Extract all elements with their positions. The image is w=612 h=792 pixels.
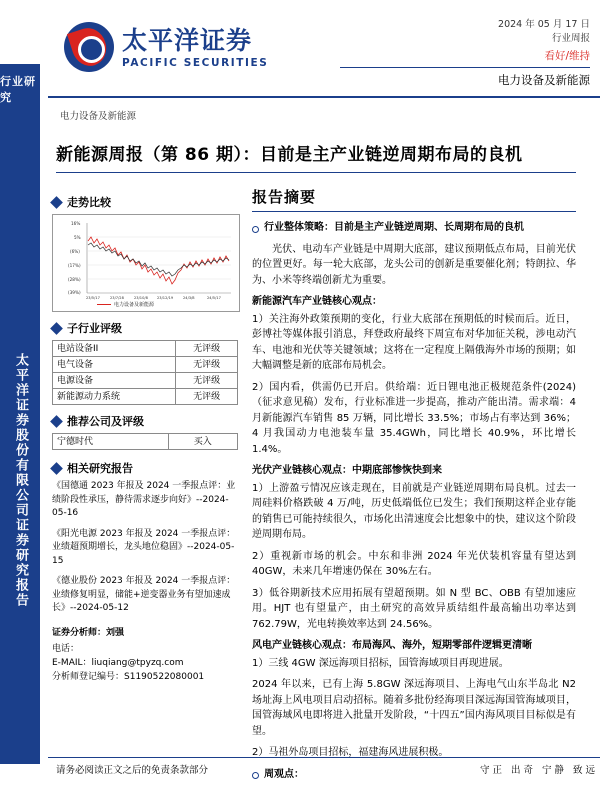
header-meta: [340, 18, 590, 89]
cell-rating: 无评级: [176, 373, 238, 389]
wind-paragraph-2: 2024 年以来，已有上海 5.8GW 深远海项目、上海电气山东半岛北 N2 场址海上风电项目启动招标。随着多批份经海项目深远海国管海域项目，国管海域风电即将进入批量开发阶段，“十四五”国内海风项目目标似是有望。: [252, 679, 576, 737]
svg-text:23/10/8: 23/10/8: [134, 296, 148, 300]
svg-text:24/5/17: 24/5/17: [207, 296, 221, 300]
legend-label: 电力设备及新能源: [114, 302, 155, 308]
header-divider: [340, 67, 590, 68]
logo-text-cn: 太平洋证券: [122, 26, 253, 55]
analyst-cert: 分析师登记编号：S1190522080001: [52, 671, 205, 682]
svg-text:(17%): (17%): [68, 263, 81, 268]
wind-paragraph-3: 2）马祖外岛项目招标，福建海风进展积极。: [252, 747, 449, 758]
pv-paragraph-1: 1）上游盈亏情况应该走现在，目前就是产业链逆周期布局良机。过去一周硅料价格跌破 4 万/吨，历史低端低位已发生；我们预期这样企业存能的销售已可能持续很久，市场化出清速度会比想象中的快，建议这个阶段逆周期布局。: [252, 482, 576, 540]
abstract-title: 报告摘要: [252, 188, 317, 206]
left-column: [52, 186, 242, 684]
svg-text:(28%): (28%): [68, 277, 81, 282]
rating-badge: 看好/维持: [544, 50, 590, 62]
chart-section-header: [52, 194, 242, 210]
sector-label: 电力设备及新能源: [498, 73, 590, 87]
analyst-name: 证券分析师：刘强: [52, 627, 125, 638]
cell-name: 电气设备: [53, 357, 176, 373]
industry-line: 电力设备及新能源: [60, 111, 137, 122]
table-row: [53, 341, 238, 357]
header-rule: [48, 96, 600, 98]
diamond-bullet-icon: [50, 462, 63, 475]
recommend-table: [52, 433, 238, 450]
right-column: [252, 186, 576, 788]
list-item[interactable]: 《阳光电源 2023 年报及 2024 一季报点评：业绩超预期增长，龙头地位稳固》--2024-05-15: [52, 528, 236, 566]
document-header: [48, 12, 600, 96]
svg-text:23/12/19: 23/12/19: [157, 296, 174, 300]
pv-paragraph-2: 2）重视新市场的机会。中东和非洲 2024 年光伏装机容量有望达到 40GW，未来几年增速仍保在 30%左右。: [252, 550, 576, 577]
strategy-paragraph: 光伏、电动车产业链是中周期大底部，建议预期低点布局，目前光伏的位置更好。每一轮大底部，龙头公司的创新是重要催化剂；特朗拉、华为、小米等终端创新尤为重要。: [252, 243, 576, 286]
band-vertical-main: 太平洋证券股份有限公司证券研究报告: [13, 352, 28, 608]
table-row: [53, 389, 238, 405]
report-type: 行业周报: [551, 33, 590, 44]
svg-text:23/7/28: 23/7/28: [110, 296, 124, 300]
legend-swatch-icon: [97, 304, 111, 305]
cell-rating: 无评级: [176, 357, 238, 373]
trend-chart: [52, 214, 240, 312]
related-reports-list: [52, 480, 242, 616]
weekly-view-head: 周观点：: [252, 767, 576, 783]
cell-rating: 买入: [168, 434, 237, 450]
analyst-info: [52, 626, 242, 684]
trend-chart-svg: [53, 215, 239, 311]
svg-text:23/5/17: 23/5/17: [86, 296, 100, 300]
svg-text:(39%): (39%): [68, 290, 81, 295]
pv-section-head: 光伏产业链核心观点：中期底部惨恢快到来: [252, 465, 442, 476]
cell-rating: 无评级: [176, 389, 238, 405]
cell-name: 新能源动力系统: [53, 389, 176, 405]
table-row: [53, 373, 238, 389]
logo-text-en: PACIFIC SECURITIES: [122, 57, 269, 69]
band-tag: 行业研究: [0, 64, 40, 114]
sub-rating-header: [52, 320, 242, 336]
svg-text:16%: 16%: [71, 221, 81, 226]
abstract-rule: [252, 211, 576, 212]
list-item[interactable]: 《国德通 2023 年报及 2024 一季报点评：业绩阶段性承压，静待需求逐步向好》--2024-05-16: [52, 481, 236, 518]
chart-legend: [97, 301, 154, 308]
diamond-bullet-icon: [50, 196, 63, 209]
company-logo: [60, 20, 268, 76]
wind-section-head: 风电产业链核心观点：布局海风、海外，短期零部件逻辑更清晰: [252, 640, 532, 651]
analyst-tel: 电话：: [52, 643, 80, 654]
svg-text:24/3/8: 24/3/8: [183, 296, 195, 300]
footer-disclaimer: 请务必阅读正文之后的免责条款部分: [56, 765, 209, 776]
strategy-bullet: 行业整体策略：目前是主产业链逆周期、长周期布局的良机: [252, 220, 576, 236]
page-title: 新能源周报（第 86 期）：目前是主产业链逆周期布局的良机: [56, 145, 523, 165]
report-date: 2024 年 05 月 17 日: [498, 19, 590, 30]
title-rule: [56, 172, 576, 173]
diamond-bullet-icon: [50, 322, 63, 335]
svg-text:(6%): (6%): [70, 249, 80, 254]
footer-slogan: 守正 出奇 宁静 致远: [479, 765, 598, 776]
table-row: [53, 434, 238, 450]
ev-paragraph-2: 2）国内看，供需仍已开启。供给端：近日锂电池正极规范条件(2024)（征求意见稿）发布，行业标准进一步提高，推动产能出清。需求端：4 月新能源汽车销售 85 万辆，同比增长 33.5%；市场占有率达到 36%；4 月我国动力电池装车量 35.4GWh，同比增长 40.9%，环比增长 1.4%。: [252, 381, 576, 455]
cell-rating: 无评级: [176, 341, 238, 357]
list-item[interactable]: 《德业股份 2023 年报及 2024 一季报点评：业绩修复明显，储能+逆变器业务有望加速成长》--2024-05-12: [52, 576, 236, 613]
pv-paragraph-3: 3）低谷期新技术应用拓展有望超预期。如 N 型 BC、OBB 有望加速应用。HJT 也有望量产，由土研究的高效异质结组件最高输出功率达到 762.79W，光电转换效率达到 24.56%。: [252, 587, 576, 630]
footer-rule: [48, 757, 600, 758]
related-header: [52, 460, 242, 476]
svg-text:5%: 5%: [74, 235, 81, 240]
wind-paragraph-1: 1）三线 4GW 深远海项目招标，国管海域项目再现进展。: [252, 657, 509, 669]
cell-name: 电源设备: [53, 373, 176, 389]
diamond-bullet-icon: [50, 415, 63, 428]
ev-section-head: 新能源汽车产业链核心观点：: [252, 296, 382, 307]
related-title: 相关研究报告: [67, 462, 133, 475]
ev-paragraph-1: 1）关注海外政策预期的变化，行业大底部在预期低的时候而后。近日，彭博社等媒体报引消息，拜登政府最终下周宣布对华加征关税，涉电动汽车、电池和光伏等关键领域；这将在一定程度上隔俄海外市场的预期；如大幅调整是新的底部布局机会。: [252, 313, 576, 371]
chart-section-title: 走势比较: [67, 196, 111, 209]
sub-rating-title: 子行业评级: [67, 322, 122, 335]
recommend-title: 推荐公司及评级: [67, 415, 144, 428]
sub-rating-table: [52, 340, 238, 405]
cell-name: 电站设备II: [53, 341, 176, 357]
table-row: [53, 357, 238, 373]
pacific-logo-icon: [60, 20, 116, 76]
analyst-email: E-MAIL：liuqiang@tpyzq.com: [52, 657, 184, 668]
recommend-header: [52, 413, 242, 429]
cell-company: 宁德时代: [53, 434, 169, 450]
